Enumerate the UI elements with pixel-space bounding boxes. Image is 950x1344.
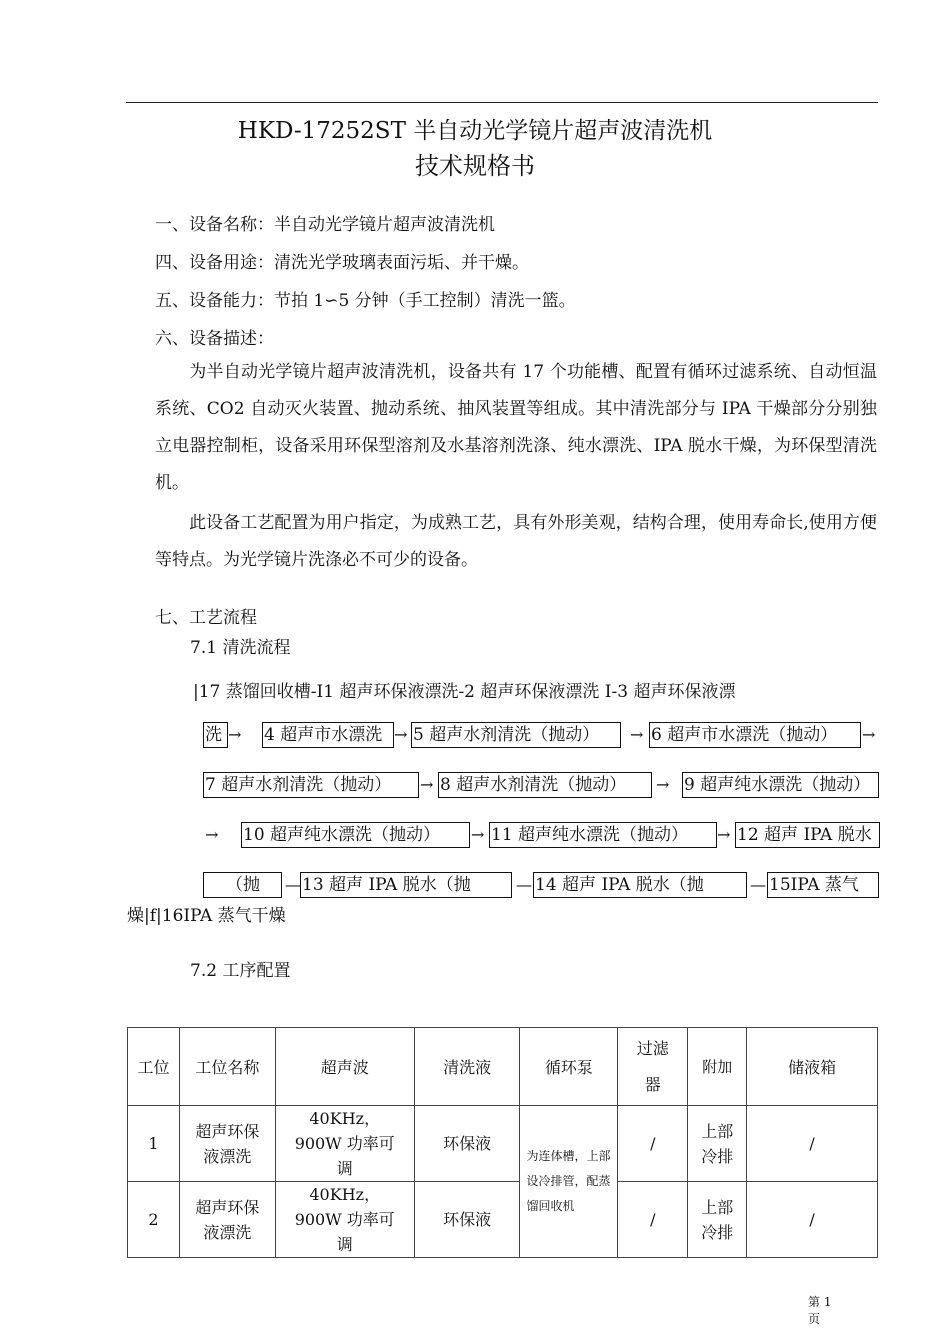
- flow-arrow: →: [471, 825, 485, 844]
- flow-step-box: 13 超声 IPA 脱水（抛: [300, 872, 512, 898]
- flow-step-box: 11 超声纯水漂洗（抛动）: [489, 822, 717, 848]
- flow-line-start: |17 蒸馏回收槽-I1 超声环保液漂洗-2 超声环保液漂洗 I-3 超声环保液漂: [193, 682, 736, 702]
- flow-step-box: （抛: [203, 872, 282, 898]
- section-process-heading: 七、工艺流程: [155, 608, 257, 628]
- document-title: HKD-17252ST 半自动光学镜片超声波清洗机: [237, 118, 713, 144]
- section-equipment-capacity: 五、设备能力：节拍 1∽5 分钟（手工控制）清洗一篮。: [155, 291, 576, 311]
- table-cell-tank: /: [747, 1106, 878, 1182]
- header-rule: [126, 102, 878, 103]
- table-header-cell: 清洗液: [414, 1028, 520, 1106]
- flow-step-box: 8 超声水剂清洗（抛动）: [438, 772, 652, 798]
- table-cell-ultrasonic: 40KHz，900W 功率可调: [275, 1106, 414, 1182]
- flow-arrow: →: [717, 825, 731, 844]
- table-header-cell: 循环泵: [520, 1028, 618, 1106]
- flow-step-box: 4 超声市水漂洗: [262, 722, 394, 748]
- flow-step-box: 10 超声纯水漂洗（抛动）: [241, 822, 470, 848]
- flow-step-box: 7 超声水剂清洗（抛动）: [203, 772, 419, 798]
- table-cell-name: 超声环保液漂洗: [179, 1182, 275, 1258]
- table-row: [128, 1182, 878, 1258]
- table-cell-extra: 上部冷排: [688, 1182, 747, 1258]
- table-header-cell: 附加: [688, 1028, 747, 1106]
- flow-line-end: 燥|f|16IPA 蒸气干燥: [127, 906, 286, 926]
- flow-step-box: 12 超声 IPA 脱水: [735, 822, 880, 848]
- flow-step-box: 洗: [203, 722, 228, 748]
- process-subheading-cleaning: 7.1 清洗流程: [190, 638, 291, 658]
- table-cell-liquid: 环保液: [414, 1182, 520, 1258]
- table-cell-name: 超声环保液漂洗: [179, 1106, 275, 1182]
- flow-arrow: →: [862, 725, 876, 744]
- table-cell-tank: /: [747, 1182, 878, 1258]
- flow-step-box: 14 超声 IPA 脱水（抛: [533, 872, 747, 898]
- process-config-table: [127, 1027, 878, 1258]
- table-header-cell: 超声波: [275, 1028, 414, 1106]
- flow-arrow: →: [630, 725, 644, 744]
- flow-arrow: →: [205, 825, 219, 844]
- table-cell-no: 2: [128, 1182, 180, 1258]
- table-cell-no: 1: [128, 1106, 180, 1182]
- flow-step-box: 6 超声市水漂洗（抛动）: [649, 722, 861, 748]
- section-equipment-name: 一、设备名称：半自动光学镜片超声波清洗机: [155, 215, 495, 235]
- page-number: 第 1 页: [808, 1295, 832, 1326]
- document-subtitle: 技术规格书: [415, 152, 535, 180]
- flow-step-box: 5 超声水剂清洗（抛动）: [411, 722, 621, 748]
- process-subheading-config: 7.2 工序配置: [190, 961, 291, 981]
- section-description-heading: 六、设备描述：: [155, 329, 274, 349]
- flow-connector: —: [516, 875, 532, 894]
- table-header-row: [128, 1028, 878, 1106]
- table-row: [128, 1106, 878, 1182]
- description-paragraph-2: [155, 505, 877, 579]
- flow-step-box: 9 超声纯水漂洗（抛动）: [682, 772, 879, 798]
- description-paragraph-1: [155, 354, 877, 502]
- table-cell-liquid: 环保液: [414, 1106, 520, 1182]
- table-cell-extra: 上部冷排: [688, 1106, 747, 1182]
- table-header-cell: 过滤器: [618, 1028, 688, 1106]
- description-paragraph-2-text: 此设备工艺配置为用户指定，为成熟工艺，具有外形美观，结构合理，使用寿命长,使用方便等特点。为光学镜片洗涤必不可少的设备。: [155, 513, 877, 570]
- table-header-cell: 工位: [128, 1028, 180, 1106]
- flow-connector: —: [285, 875, 301, 894]
- section-equipment-use: 四、设备用途：清洗光学玻璃表面污垢、并干燥。: [155, 253, 529, 273]
- flow-arrow: →: [656, 775, 670, 794]
- table-header-cell: 工位名称: [179, 1028, 275, 1106]
- table-cell-filter: /: [618, 1182, 688, 1258]
- flow-arrow: →: [394, 725, 408, 744]
- flow-step-box: 15IPA 蒸气: [767, 872, 879, 898]
- flow-arrow: →: [228, 725, 242, 744]
- table-cell-ultrasonic: 40KHz，900W 功率可调: [275, 1182, 414, 1258]
- table-header-cell: 储液箱: [747, 1028, 878, 1106]
- table-cell-filter: /: [618, 1106, 688, 1182]
- description-paragraph-1-text: 为半自动光学镜片超声波清洗机，设备共有 17 个功能槽、配置有循环过滤系统、自动恒温系统、CO2 自动灭火装置、抛动系统、抽风装置等组成。其中清洗部分与 IPA 干燥部分分别独立电器控制柜，设备采用环保型溶剂及水基溶剂洗涤、纯水漂洗、IPA 脱水干燥，为环保型清洗机。: [155, 362, 877, 493]
- flow-arrow: →: [420, 775, 434, 794]
- table-cell-pump: 为连体槽，上部设冷排管，配蒸馏回收机: [520, 1106, 618, 1258]
- flow-connector: —: [750, 875, 766, 894]
